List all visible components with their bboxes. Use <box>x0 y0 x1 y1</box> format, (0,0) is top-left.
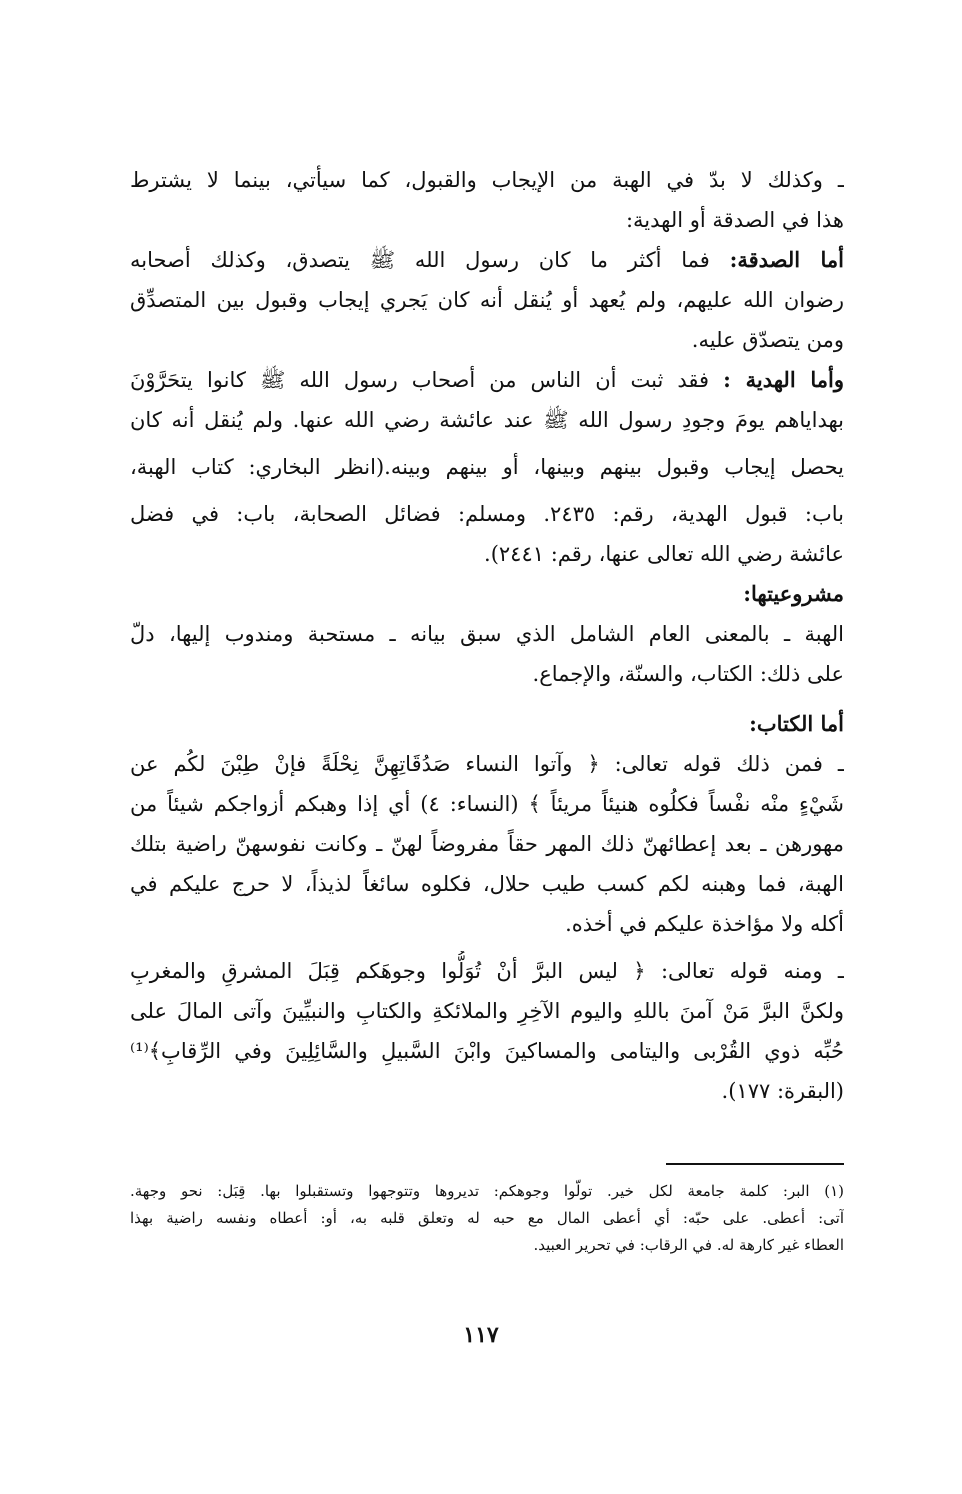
body-line: أكله ولا مؤاخذة عليكم في أخذه. <box>565 912 844 936</box>
footnote-line: آتى: أعطى. على حبّه: أي أعطى المال مع حبه له وتعلق قلبه به، أو: أعطاه ونفسه راضية بهذا <box>130 1209 844 1227</box>
section-label-sadaqa: أما الصدقة: <box>729 247 844 272</box>
footnote-divider <box>666 1163 844 1165</box>
body-line: عائشة رضي الله تعالى عنها، رقم: ٢٤٤١). <box>484 542 844 566</box>
body-line: ـ فمن ذلك قوله تعالى: ﴿ وآتوا النساء صَدُقَاتِهِنَّ نِحْلَةً فإنْ طِبْنَ لكُم عن <box>130 752 844 776</box>
heading-legitimacy: مشروعيتها: <box>743 581 844 606</box>
body-line <box>130 360 844 400</box>
section-label-hadiya: وأما الهدية : <box>723 367 844 392</box>
body-line: على ذلك: الكتاب، والسنّة، والإجماع. <box>532 662 844 686</box>
footnotes <box>130 1178 844 1259</box>
body-line: شَيْءٍ منْه نفْساً فكلُوه هنيئاً مريئاً ﴾ (النساء: ٤) أي إذا وهبكم أزواجكم شيئاً من <box>130 792 844 816</box>
body-line-text: فما أكثر ما كان رسول الله ﷺ يتصدق، وكذلك أصحابه <box>130 248 710 272</box>
heading-book: أما الكتاب: <box>749 711 844 736</box>
body-line: يحصل إيجاب وقبول بينهم وبينها، أو بينهم وبينه.(انظر البخاري: كتاب الهبة، <box>130 455 844 479</box>
body-line: (البقرة: ١٧٧). <box>721 1079 844 1103</box>
main-text <box>130 160 844 1111</box>
footnote-line: العطاء غير كارهة له. في الرقاب: في تحرير العبيد. <box>533 1236 844 1254</box>
body-line: حُبِّه ذوي القُرْبى واليتامى والمساكينَ وابْنَ السَّبيلِ والسَّائِلِينَ وفي الرِّقابِ﴾⁽¹⁾ <box>130 1039 844 1063</box>
body-line: ـ ومنه قوله تعالى: ﴿ ليس البرَّ أنْ تُوَلُّوا وجوهَكم قِبَلَ المشرقِ والمغربِ <box>130 959 844 983</box>
body-line: ـ وكذلك لا بدّ في الهبة من الإيجاب والقبول، كما سيأتي، بينما لا يشترط <box>130 168 844 192</box>
body-line: بهداياهم يومَ وجودِ رسول الله ﷺ عند عائشة رضي الله عنها. ولم يُنقل أنه كان <box>130 408 844 432</box>
footnote-line: (١) البر: كلمة جامعة لكل خير. تولّوا وجوهكم: تديروها وتتوجهوا وتستقبلوا بها. قِبَل: نحو وجهة. <box>130 1182 844 1200</box>
body-line: رضوان الله عليهم، ولم يُعهد أو يُنقل أنه كان يَجري إيجاب وقبول بين المتصدِّق <box>130 288 844 312</box>
body-line-text: فقد ثبت أن الناس من أصحاب رسول الله ﷺ كانوا يتحَرَّوْنَ <box>130 368 710 392</box>
page-number: ١١٧ <box>463 1322 499 1348</box>
body-line <box>130 240 844 280</box>
body-line: ومن يتصدّق عليه. <box>691 328 844 352</box>
body-line: مهورهن ـ بعد إعطائهنّ ذلك المهر حقاً مفروضاً لهنّ ـ وكانت نفوسهنّ راضية بتلك <box>130 832 844 856</box>
body-line: هذا في الصدقة أو الهدية: <box>625 208 844 232</box>
body-line: باب: قبول الهدية، رقم: ٢٤٣٥. ومسلم: فضائل الصحابة، باب: في فضل <box>130 502 844 526</box>
body-line: ولكنَّ البرَّ مَنْ آمنَ باللهِ واليوم الآخِرِ والملائكةِ والكتابِ والنبيِّينَ وآتى المالَ على <box>130 999 844 1023</box>
body-line: الهبة ـ بالمعنى العام الشامل الذي سبق بيانه ـ مستحبة ومندوب إليها، دلّ <box>130 622 844 646</box>
body-line: الهبة، فما وهبنه لكم كسب طيب حلال، فكلوه سائغاً لذيذاً، لا حرج عليكم في <box>130 872 844 896</box>
